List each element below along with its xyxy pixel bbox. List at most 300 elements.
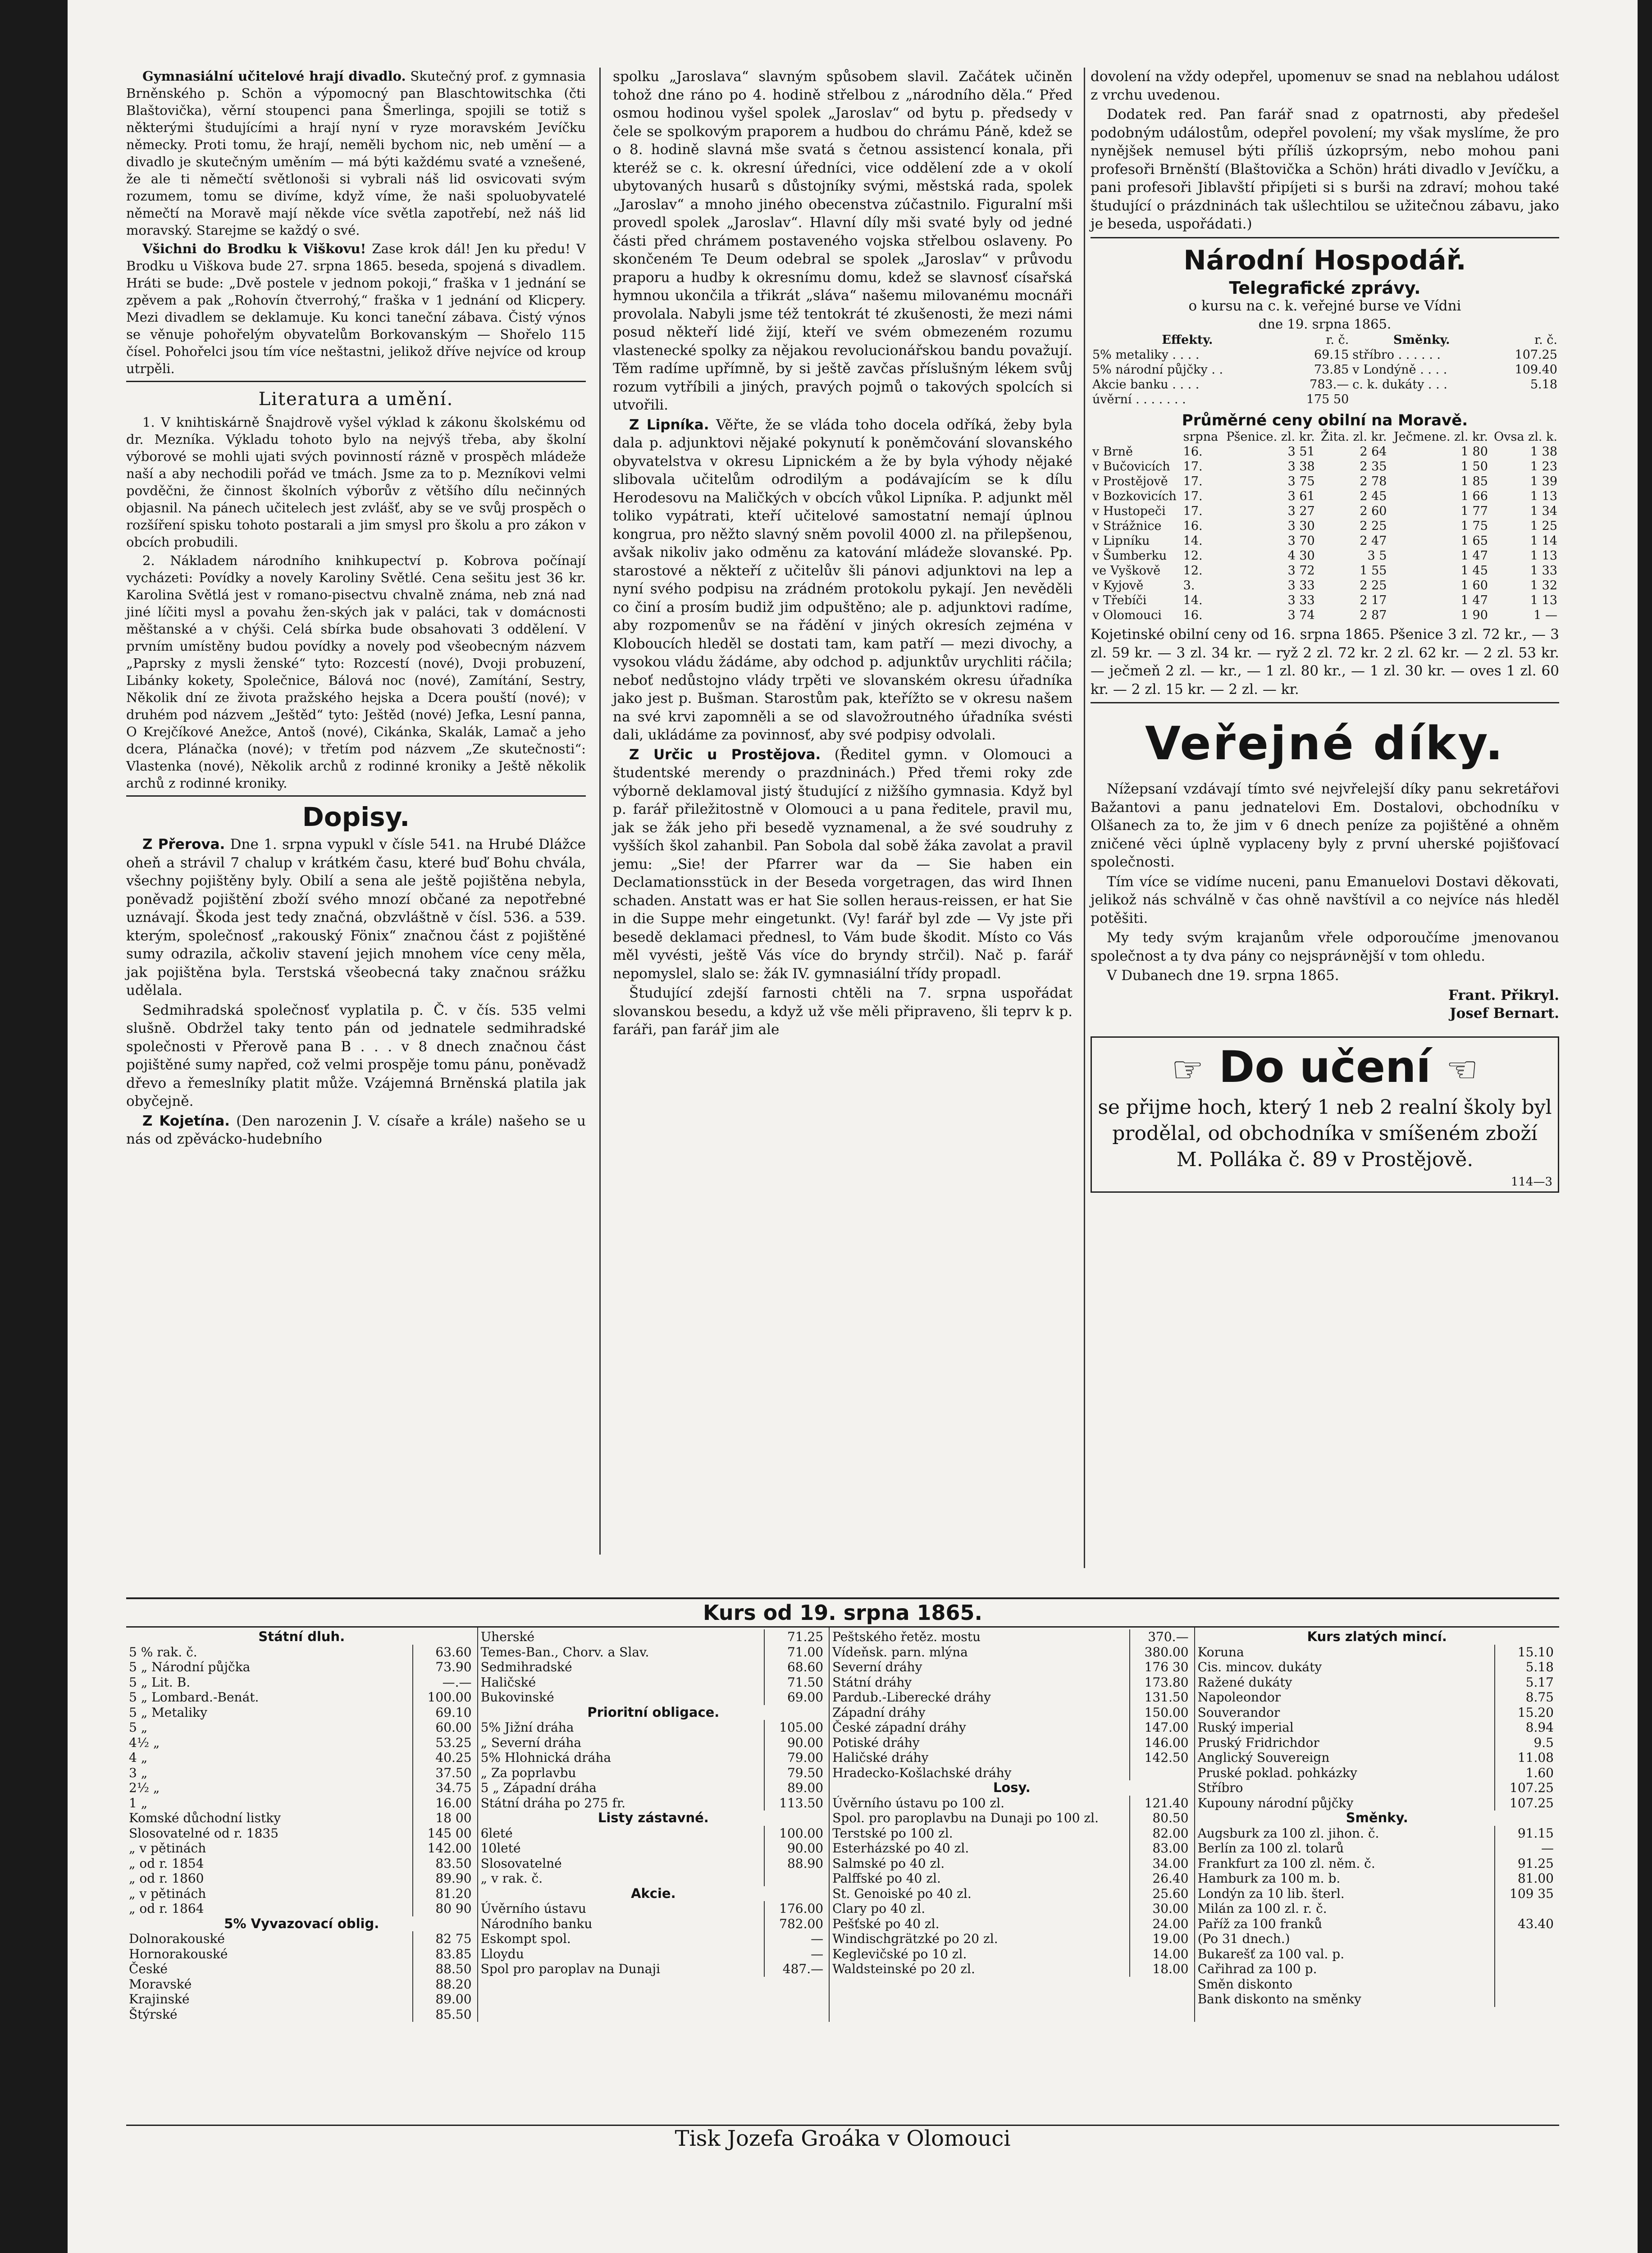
rate-name: Souverandor bbox=[1197, 1705, 1280, 1720]
rate-value: 370.— bbox=[1129, 1629, 1191, 1645]
rate-name: Pruské poklad. pohkázky bbox=[1197, 1765, 1357, 1780]
rate-row bbox=[832, 1765, 1191, 1781]
rate-value: 107.25 bbox=[1494, 1796, 1556, 1811]
rate-name: Slosovatelné od r. 1835 bbox=[129, 1825, 279, 1841]
rate-row bbox=[129, 1961, 475, 1977]
public-thanks-title: Veřejné díky. bbox=[1145, 717, 1505, 771]
rate-value: 14.00 bbox=[1129, 1947, 1191, 1962]
rate-row bbox=[481, 1780, 826, 1796]
table-header-row: srpna Pšenice. zl. kr. Žita. zl. kr. Ječmene. zl. kr. Ovsa zl. k. bbox=[1183, 430, 1557, 444]
rate-row bbox=[1198, 1645, 1556, 1660]
price-cell: 1 38 bbox=[1530, 445, 1557, 459]
rate-name: 5% Jižní dráha bbox=[480, 1720, 574, 1735]
table-row bbox=[1091, 519, 1559, 534]
rate-name: „ Za poprlavbu bbox=[480, 1765, 576, 1780]
literature-item-1: 1. V knihtiskárně Šnajdrově vyšel výklad k zákonu školskému od dr. Mezníka. Výkladu tohoto bylo na nejvýš třeba, aby školní výborové se mohli ujati svých povinností rázně v prospěch mládeže naší a aby nechodili pořád ve tmách. Jsme za to p. Mezníkovi velmi povděčni, že činnost školních výborův z většího dílu nečinných objasnil. Na pánech učitelech jest zvlášť, aby se ve svůj prospěch o rozšíření spisku tohoto postarali a jim smysl pro školu a pro zákon v obcích probudili. bbox=[126, 415, 586, 550]
price-cell: 17. bbox=[1183, 489, 1203, 503]
rate-name: Salmské po 40 zl. bbox=[832, 1856, 945, 1871]
section-title-literature: Literatura a umění. bbox=[258, 389, 454, 410]
letter-urcice: Z Určic u Prostějova. (Ředitel gymn. v Olomouci a študentské merendy o prazdninách.) Před třemi roky zde výborně deklamoval jistý študující z nižšího gymnasia. Když byl p. farář přiležitostně v Olomouci a u pana ředitele, pravil mu, jak se žák jeho při besedě vyznamenal, a že své soudruhy z vyšších škol zahanbil. Pan Sobola dal sobě žáka zavolat a pravil jemu: „Sie! der Pfarrer war da — Sie haben ein Declamationsstück in der Beseda vorgetragen, das wird Ihnen schaden. Anstatt was er hat Sie sollen heraus-reissen, er hat Sie in die Suppe mehr eingetunkt. (Vy! farář byl zde — Vy jste při besedě deklamaci přednesl, to Vám bude škodit. Místo co Vás měl vyvésti, ještě Vás více do bryndy strčil). Nač p. farář nepomyslel, slalo se: žák IV. gymnasiální třídy propadl. bbox=[613, 746, 1072, 982]
rate-row bbox=[832, 1720, 1191, 1735]
article-urcice-end: dovolení na vždy odepřel, upomenuv se snad na neblahou událost z vrchu uvedenou. bbox=[1091, 68, 1559, 103]
rate-name: Ražené dukáty bbox=[1197, 1674, 1292, 1690]
rate-value: 15.10 bbox=[1494, 1645, 1556, 1660]
rate-row bbox=[832, 1947, 1191, 1962]
rate-row bbox=[832, 1886, 1191, 1902]
rate-value: 1.60 bbox=[1494, 1765, 1556, 1781]
rate-value: 85.50 bbox=[412, 2007, 475, 2022]
rate-value: 53.25 bbox=[412, 1735, 475, 1751]
rate-name: Vídeňsk. parn. mlýna bbox=[832, 1644, 968, 1660]
article-brodek: Všichni do Brodku k Viškovu! Zase krok dál! Jen ku předu! V Brodku u Viškova bude 27. srpna 1865. beseda, spojená s divadlem. Hráti se bude: „Dvě postele v jednom pokoji,“ fraška v 1 jednání se zpěvem a pak „Rohovín čtverrohý,“ fraška v 1 jednání od Klicpery. Mezi divadlem se deklamuje. Ku konci taneční zábava. Čistý výnos se věnuje pohořelým obyvatelům Borkovanským — Shořelo 115 čísel. Pohořelci jsou tím více neštastni, jelikož dříve nejvíce od kroup utrpěli. bbox=[126, 241, 586, 376]
rate-row bbox=[129, 1735, 475, 1751]
letter-prerov: Z Přerova. Dne 1. srpna vypukl v čísle 541. na Hrubé Dlážce oheň a strávil 7 chalup v krátkém času, které buď Bohu chvála, všechny pojištěny byly. Obilí a sena ale ještě pojištěna nebyla, poněvadž pojištění zboží svého mnozí občané za nepotřebné uznávají. Škoda jest tedy značná, obzvláštně v čísl. 536. a 539. kterým, společnosť „rakouský Fönix“ značnou část z pojištěné sumy odrazila, ačkoliv stavení jejich mnohem více ceny měla, jak pojištěna byla. Terstská všeobecná taky značnou srážku udělala. bbox=[126, 836, 586, 999]
pointing-hand-right-icon: ☞ bbox=[1171, 1049, 1204, 1091]
thanks-paragraph: Tím více se vidíme nuceni, panu Emanuelovi Dostavi děkovati, jelikož nás schválně v čas ohně navštívil a co nejvíce nás hleděl potěšiti. bbox=[1091, 873, 1559, 926]
rate-row bbox=[1198, 1931, 1556, 1947]
rate-row bbox=[832, 1856, 1191, 1871]
rate-name: Esterházské po 40 zl. bbox=[832, 1841, 969, 1856]
rate-name: Národního banku bbox=[480, 1916, 593, 1931]
rate-name: 5% Hlohnická dráha bbox=[480, 1750, 612, 1765]
rate-row bbox=[1198, 1705, 1556, 1720]
rate-value: 80.50 bbox=[1129, 1811, 1191, 1826]
rate-row bbox=[481, 1871, 826, 1886]
rate-row bbox=[1198, 1916, 1556, 1932]
rate-row bbox=[129, 2007, 475, 2022]
rate-name: Směn diskonto bbox=[1197, 1976, 1293, 1992]
thanks-paragraph: Nížepsaní vzdávají tímto své nejvřelejší díky panu sekretářovi Bažantovi a panu jednatelovi Em. Dostalovi, obchodníku v Olšanech za to, že jim v 6 dnech peníze za pojištěné a ohněm zničené věci úplně vyplaceny byly z první uherské pojišťovací společnosti. bbox=[1091, 781, 1559, 870]
rate-value bbox=[1129, 1765, 1191, 1781]
rate-row bbox=[481, 1629, 826, 1645]
rate-row bbox=[1198, 1780, 1556, 1796]
rate-value: 69.00 bbox=[764, 1690, 826, 1705]
price-cell: 3 38 bbox=[1287, 460, 1315, 474]
rate-value: 145 00 bbox=[412, 1826, 475, 1841]
rate-name: Eskompt spol. bbox=[480, 1931, 571, 1946]
rate-value: 8.94 bbox=[1494, 1720, 1556, 1735]
divider bbox=[1091, 237, 1559, 238]
price-cell: 3 74 bbox=[1287, 608, 1315, 622]
rate-name: „ v pětinách bbox=[129, 1841, 206, 1856]
price-cell: 2 17 bbox=[1360, 593, 1387, 607]
price-cell: 1 33 bbox=[1530, 564, 1557, 578]
rate-value: 40.25 bbox=[412, 1750, 475, 1765]
rate-value: 105.00 bbox=[764, 1720, 826, 1735]
price-cell: 2 87 bbox=[1360, 608, 1387, 622]
rate-row bbox=[832, 1750, 1191, 1765]
price-cell: 14. bbox=[1183, 534, 1203, 548]
rate-name: Bukovinské bbox=[480, 1690, 554, 1705]
rate-row bbox=[832, 1660, 1191, 1675]
rate-name: Slosovatelné bbox=[480, 1856, 562, 1871]
price-cell: 1 75 bbox=[1460, 519, 1488, 533]
rate-name: Koruna bbox=[1197, 1644, 1244, 1660]
rate-row bbox=[481, 1750, 826, 1765]
price-cell: 1 13 bbox=[1530, 549, 1557, 563]
rate-row bbox=[1198, 1841, 1556, 1856]
rate-name: 2½ „ bbox=[129, 1780, 160, 1795]
rate-name: Hamburk za 100 m. b. bbox=[1197, 1871, 1341, 1886]
rate-name: Cařihrad za 100 p. bbox=[1197, 1961, 1317, 1976]
letter-kojetin: Z Kojetína. (Den narozenin J. V. císaře a krále) našeho se u nás od zpěvácko-hudebního bbox=[126, 1113, 586, 1147]
town-cell: v Třebíči bbox=[1092, 593, 1147, 607]
rate-value bbox=[1494, 1931, 1556, 1947]
price-cell: 3 27 bbox=[1287, 504, 1315, 518]
rate-value: 100.00 bbox=[764, 1826, 826, 1841]
town-cell: v Hustopeči bbox=[1092, 504, 1166, 518]
rate-value: 113.50 bbox=[764, 1796, 826, 1811]
rate-name: Hornorakouské bbox=[129, 1946, 228, 1961]
rate-name: St. Genoiské po 40 zl. bbox=[832, 1886, 972, 1901]
article-gymnasium: Gymnasiální učitelové hrají divadlo. Skutečný prof. z gymnasia Brněnského p. Schön a výpomocný pan Blaschtowitschka (čti Blaštovička), věrní stoupenci pana Šmerlinga, spojili se totiž s některými študujícími a hrají nyní v ryze moravském Jevíčku německy. Proti tomu, že hrají, neměli bychom nic, neb umění — a divadlo je skutečným uměním — má býti každému svaté a vznešené, že ale ti němečtí světlonoši si vybrali náš lid osvicovati svým rozumem, tomu se divíme, když víme, že naši spoluobyvatelé němečtí na Moravě mají někde více světla zapotřebí, než náš lid moravský. Starejme se každý o své. bbox=[126, 68, 586, 238]
rate-value: 15.20 bbox=[1494, 1705, 1556, 1720]
town-cell: v Kyjově bbox=[1092, 579, 1144, 593]
rate-row bbox=[832, 1826, 1191, 1841]
price-cell: 1 80 bbox=[1460, 445, 1488, 459]
rate-value: 83.00 bbox=[1129, 1841, 1191, 1856]
rate-row bbox=[832, 1811, 1191, 1826]
rate-row bbox=[1198, 1750, 1556, 1765]
rate-name: „ od r. 1854 bbox=[129, 1856, 204, 1871]
price-cell: 17. bbox=[1183, 474, 1203, 488]
rate-value: 60.00 bbox=[412, 1720, 475, 1735]
price-cell: 1 60 bbox=[1460, 579, 1488, 593]
rate-name: Peštského řetěz. mostu bbox=[832, 1629, 981, 1644]
rate-row bbox=[1198, 1947, 1556, 1962]
rate-row bbox=[129, 1675, 475, 1690]
price-cell: 1 90 bbox=[1460, 608, 1488, 622]
rate-value: 24.00 bbox=[1129, 1916, 1191, 1932]
rate-row bbox=[129, 1871, 475, 1886]
article-heading: Z Lipníka. bbox=[629, 416, 709, 433]
rate-name: Milán za 100 zl. r. č. bbox=[1197, 1901, 1327, 1916]
table-row bbox=[1091, 489, 1559, 504]
rate-name: Pardub.-Liberecké dráhy bbox=[832, 1690, 991, 1705]
town-cell: v Olomouci bbox=[1092, 608, 1162, 622]
price-cell: 2 25 bbox=[1360, 519, 1387, 533]
table-row bbox=[1091, 474, 1559, 489]
rate-name: Cis. mincov. dukáty bbox=[1197, 1660, 1322, 1674]
letter-prerov-2: Sedmihradská společnosť vyplatila p. Č. v čís. 535 velmi slušně. Obdržel taky tento pán od jednatele sedmihradské společnosti v Přerově pana B . . . v 8 dnech značnou část pojištěné sumy napřed, což velmi prospěje tomu pánu, poněvadž dřevo a řemeslníky platit může. Vzájemná Brněnská platila jak obyčejně. bbox=[126, 1002, 586, 1109]
rate-value: 150.00 bbox=[1129, 1705, 1191, 1720]
rate-value: 109 35 bbox=[1494, 1886, 1556, 1902]
thanks-place-date: V Dubanech dne 19. srpna 1865. bbox=[1107, 967, 1339, 984]
letter-urcice-2: Študující zdejší farnosti chtěli na 7. srpna uspořádat slovanskou besedu, a když už vše měli připraveno, šli teprv k p. faráři, pan farář jim ale bbox=[613, 985, 1072, 1038]
rate-value: 18.00 bbox=[1129, 1961, 1191, 1977]
price-cell: 1 47 bbox=[1460, 549, 1488, 563]
scan-right-border bbox=[1638, 0, 1652, 2253]
rate-name: (Po 31 dnech.) bbox=[1197, 1931, 1290, 1946]
price-cell: 2 47 bbox=[1360, 534, 1387, 548]
rate-value: 8.75 bbox=[1494, 1690, 1556, 1705]
rates-column-railways: Peštského řetěz. mostu 370.— Vídeňsk. parn. mlýna 380.00 Severní dráhy 176 30 Státní dráhy 173.80 Pardub.-Liberecké dráhy 131.50 Západní dráhy 150.00 České západní dráhy 147.00 Potiské dráhy 146.00 Haličské dráhy 142.50 Hradecko-Košlachské dráhy Losy. Úvěrního ústavu po 100 zl. 121.40 Spol. pro paroplavbu na Dunaji po 100 zl. 80.50 Terstské po 100 zl. 82.00 Esterházské po 40 zl. 83.00 Salmské po 40 zl. 34.00 Palffské po 40 zl. 26.40 St. Genoiské po 40 zl. 25.60 Clary po 40 zl. 30.00 Pešťské po 40 zl. 24.00 Windischgrätzké po 20 zl. 19.00 Keglevičské po 10 zl. 14.00 Waldsteinské po 20 zl. 18.00 bbox=[829, 1628, 1194, 2022]
rate-row bbox=[832, 1916, 1191, 1932]
price-cell: 1 13 bbox=[1530, 489, 1557, 503]
rate-row bbox=[832, 1871, 1191, 1886]
letter-lipnik: Z Lipníka. Věřte, že se vláda toho docela odříká, žeby byla dala p. adjunktovi nějaké pokynutí k poněmčování slovanského obyvatelstva v okresu Lipnickém a že by byla výhody nějaké slibovala učitelům odrodilým a podávajícím se k dílu Herodesovu na Maličkých v obcích vůkol Lipníka. P. adjunkt měl toliko vypátrati, kteří učitelové samostatní nemají úplnou kongrua, pro něžto slavný sněm povolil 4000 zl. na přilepšenou, avšak nikoliv jako odměnu za katování mládeže slovanské. Pp. starostové a někteří z učitelův šli pánovi adjunktovi na lep a nyní svého podpisu na zrádném protokolu pykají. Jen nevěděli co činí a prosím budiž jim odpuštěno; ale p. adjunktovi radíme, aby rozpomenův se na řádění v jiných okresích zejména v Kloboucích hleděl se dostati tam, kam patří — mezi divochy, a vysokou vládu žádáme, aby odchod p. adjunktův urychliti ráčila; neboť nedůstojno vlády trpěti ve slovanském okresu úřadníka jako jest p. Bušman. Starostům pak, kteřížto se v okresu našem na své krvi zapomněli a se od slavožroutného úřadníka svésti dali, ukládáme za povinnosť, aby své podpisy odvolali. bbox=[613, 416, 1072, 743]
rate-row bbox=[129, 1811, 475, 1826]
table-row: 5% národní půjčky . . 73.85 v Londýně . . . . 109.40 bbox=[1092, 362, 1557, 377]
telegraph-title: Telegrafické zprávy. bbox=[1229, 278, 1421, 298]
rate-name: „ v rak. č. bbox=[480, 1871, 543, 1886]
rate-name: Komské důchodní listky bbox=[129, 1811, 281, 1825]
rate-row bbox=[129, 1796, 475, 1811]
rate-row bbox=[1198, 1961, 1556, 1977]
rate-value: 89.00 bbox=[764, 1780, 826, 1796]
rate-row bbox=[1198, 1690, 1556, 1705]
price-cell: 17. bbox=[1183, 460, 1203, 474]
price-cell: 3 61 bbox=[1287, 489, 1315, 503]
rate-name: Londýn za 10 lib. šterl. bbox=[1197, 1886, 1345, 1901]
rate-value: 82.00 bbox=[1129, 1826, 1191, 1841]
rate-name: „ od r. 1860 bbox=[129, 1871, 204, 1886]
price-cell: 2 35 bbox=[1360, 460, 1387, 474]
rate-name: Palffské po 40 zl. bbox=[832, 1871, 941, 1886]
price-cell: 16. bbox=[1183, 519, 1203, 533]
rate-value: 176 30 bbox=[1129, 1660, 1191, 1675]
rate-value: 88.90 bbox=[764, 1856, 826, 1871]
rate-name: Bank diskonto na směnky bbox=[1197, 1992, 1361, 2007]
price-cell: 1 23 bbox=[1530, 460, 1557, 474]
table-row: 5% metaliky . . . . 69.15 stříbro . . . . . . 107.25 bbox=[1092, 347, 1557, 362]
price-cell: 1 47 bbox=[1460, 593, 1488, 607]
table-row bbox=[1091, 534, 1559, 548]
rate-value: 18 00 bbox=[412, 1811, 475, 1826]
rate-name: Temes-Ban., Chorv. a Slav. bbox=[480, 1644, 649, 1660]
rate-name: 10leté bbox=[480, 1841, 521, 1856]
rate-value: 79.00 bbox=[764, 1750, 826, 1765]
rate-name: Napoleondor bbox=[1197, 1690, 1281, 1705]
rate-name: Státní dráhy bbox=[832, 1674, 912, 1690]
rate-row bbox=[481, 1690, 826, 1705]
thanks-paragraph: My tedy svým krajanům vřele odporoučíme jmenovanou společnost a ty dva pány co nejspráνnější v tom ohledu. bbox=[1091, 930, 1559, 964]
table-row: úvěrní . . . . . . . 175 50 bbox=[1092, 392, 1349, 406]
rate-row bbox=[832, 1841, 1191, 1856]
rate-value: 147.00 bbox=[1129, 1720, 1191, 1735]
rate-row bbox=[832, 1931, 1191, 1947]
price-cell: 1 50 bbox=[1460, 460, 1488, 474]
price-cell: 3 72 bbox=[1287, 564, 1315, 578]
rate-name: Sedmihradské bbox=[480, 1660, 572, 1674]
rate-name: Paříž za 100 franků bbox=[1197, 1916, 1322, 1931]
town-cell: v Strážnice bbox=[1092, 519, 1162, 533]
rate-row bbox=[129, 1750, 475, 1765]
printer-imprint: Tisk Jozefa Groáka v Olomouci bbox=[126, 2125, 1559, 2151]
rate-value: 69.10 bbox=[412, 1705, 475, 1720]
table-row: Akcie banku . . . . 783.— c. k. dukáty . . . 5.18 bbox=[1092, 377, 1557, 392]
effects-table bbox=[1091, 333, 1559, 407]
rate-name: Anglický Souvereign bbox=[1197, 1750, 1330, 1765]
column-divider bbox=[1084, 68, 1085, 1568]
rate-value: 146.00 bbox=[1129, 1735, 1191, 1751]
rate-value: 80 90 bbox=[412, 1901, 475, 1916]
rate-value: 19.00 bbox=[1129, 1931, 1191, 1947]
rate-value: — bbox=[1494, 1841, 1556, 1856]
ad-text: se přijme hoch, který 1 neb 2 realní školy byl prodělal, od obchodníka v smíšeném zboží M. Polláka č. 89 v Prostějově. bbox=[1098, 1096, 1552, 1172]
rate-name: Krajinské bbox=[129, 1992, 190, 2007]
rate-value: 71.50 bbox=[764, 1675, 826, 1690]
price-cell: 2 78 bbox=[1360, 474, 1387, 488]
rate-row bbox=[481, 1856, 826, 1871]
signature: Frant. Přikryl. bbox=[1448, 987, 1559, 1003]
price-cell: 2 60 bbox=[1360, 504, 1387, 518]
rate-name: Frankfurt za 100 zl. něm. č. bbox=[1197, 1856, 1375, 1871]
town-cell: ve Vyškově bbox=[1092, 564, 1161, 578]
rate-row bbox=[1198, 1720, 1556, 1735]
rate-row bbox=[481, 1735, 826, 1751]
rate-name: 4 „ bbox=[129, 1750, 148, 1765]
price-cell: 3. bbox=[1183, 579, 1195, 593]
rate-name: Potiské dráhy bbox=[832, 1735, 920, 1750]
price-cell: 3 5 bbox=[1367, 549, 1387, 563]
price-cell: 1 66 bbox=[1460, 489, 1488, 503]
rate-value: 71.25 bbox=[764, 1629, 826, 1645]
exchange-rates bbox=[126, 1597, 1559, 2022]
article-heading: Všichni do Brodku k Viškovu! bbox=[142, 241, 366, 256]
rate-row bbox=[481, 1931, 826, 1947]
rate-value bbox=[1494, 1992, 1556, 2007]
rate-row bbox=[129, 1931, 475, 1947]
rate-row bbox=[129, 1765, 475, 1781]
rate-value: 89.90 bbox=[412, 1871, 475, 1886]
rate-row bbox=[481, 1765, 826, 1781]
table-row bbox=[1091, 504, 1559, 519]
rate-name: Spol. pro paroplavbu na Dunaji po 100 zl. bbox=[832, 1811, 1099, 1825]
rate-name: Moravské bbox=[129, 1976, 192, 1992]
rate-row bbox=[129, 1992, 475, 2007]
table-row bbox=[1091, 459, 1559, 474]
rate-name: Spol pro paroplav na Dunaji bbox=[480, 1961, 661, 1976]
rate-value: 37.50 bbox=[412, 1765, 475, 1781]
rates-column-obligations: Uherské 71.25 Temes-Ban., Chorv. a Slav. 71.00 Sedmihradské 68.60 Haličské 71.50 Bukovinské 69.00 Prioritní obligace. 5% Jižní dráha 105.00 „ Severní dráha 90.00 5% Hlohnická dráha 79.00 „ Za poprlavbu 79.50 5 „ Západní dráha 89.00 Státní dráha po 275 fr. 113.50 Listy zástavné. 6leté 100.00 10leté 90.00 Slosovatelné 88.90 „ v rak. č. Akcie. Úvěrního ústavu 176.00 Národního banku 782.00 Eskompt spol. — Lloydu — Spol pro paroplav na Dunaji 487.— bbox=[477, 1628, 829, 2022]
exchange-columns bbox=[126, 1628, 1559, 2022]
rate-row bbox=[1198, 1660, 1556, 1675]
rate-value: 83.85 bbox=[412, 1947, 475, 1962]
rate-value: 9.5 bbox=[1494, 1735, 1556, 1751]
rate-row bbox=[129, 1841, 475, 1856]
divider bbox=[126, 381, 586, 382]
rate-row bbox=[481, 1660, 826, 1675]
rate-row bbox=[129, 1826, 475, 1841]
price-cell: 1 65 bbox=[1460, 534, 1488, 548]
table-row bbox=[1091, 563, 1559, 578]
table-header-row: Effekty. r. č. Směnky. r. č. bbox=[1162, 333, 1557, 347]
rate-name: 5 „ Západní dráha bbox=[480, 1780, 597, 1795]
rate-value: 90.00 bbox=[764, 1841, 826, 1856]
rate-name: „ v pětinách bbox=[129, 1886, 206, 1901]
rate-name: „ od r. 1864 bbox=[129, 1901, 204, 1916]
rate-row bbox=[481, 1796, 826, 1811]
rate-name: Úvěrního ústavu po 100 zl. bbox=[832, 1795, 1005, 1811]
price-cell: 14. bbox=[1183, 593, 1203, 607]
editor-note: Dodatek red. Pan farář snad z opatrnosti, aby předešel podobným událostům, odepřel povolení; my však myslíme, že pro nynějšek nemusel býti příliš úzkoprsým, nebo mohou pani profesoři Brněnští (Blaštovička a Schön) hráti divadlo v Jevíčku, a pani profesoři Jiblavští připíjeti si s burši na zdraví; mohou také študující o prázdninách tak ušlechtilou se užitečnou zábavu, jako je beseda, uspořádati.) bbox=[1091, 106, 1559, 232]
rate-row bbox=[129, 1690, 475, 1705]
rate-name: Windischgrätzké po 20 zl. bbox=[832, 1931, 998, 1946]
rates-column-state-debt: Státní dluh. 5 % rak. č. 63.60 5 „ Národní půjčka 73.90 5 „ Lit. B. —.— 5 „ Lombard.-Benát. 100.00 5 „ Metaliky 69.10 5 „ 60.00 4½ „ 53.25 4 „ 40.25 3 „ 37.50 2½ „ 34.75 1 „ 16.00 Komské důchodní listky 18 00 Slosovatelné od r. 1835 145 00 „ v pětinách 142.00 „ od r. 1854 83.50 „ od r. 1860 89.90 „ v pětinách 81.20 „ od r. 1864 80 90 5% Vyvazovací oblig. Dolnorakouské 82 75 Hornorakouské 83.85 České 88.50 Moravské 88.20 Krajinské 89.00 Štýrské 85.50 bbox=[126, 1628, 477, 2022]
rate-name: Úvěrního ústavu bbox=[480, 1901, 586, 1916]
rate-value: 16.00 bbox=[412, 1796, 475, 1811]
pointing-hand-left-icon: ☜ bbox=[1446, 1049, 1479, 1091]
literature-item-2: 2. Nákladem národního knihkupectví p. Kobrova počínají vycházeti: Povídky a novely Karoliny Světlé. Cena sešitu jest 36 kr. Karolina Světlá jest v romano-pisectvu chvalně známa, neb zná nad jiné líčiti mysl a povahu žen-ských jak v paláci, tak v domácnosti měštanské a v chýši. Celá sbírka bude obsahovati 3 oddělení. V prvním umístěny budou povídky a novely pod všeobecným názvem „Paprsky z mysli ženské“ tyto: Rozcestí (nové), Dvoji probuzení, Libánky kokety, Společnice, Bálová noc (nové), Zamítání, Sestry, Několik dní ze života pražského hejska a Dcera pouští (nové); v druhém pod názvem „Ještěd“ tyto: Ještěd (nové) Jefka, Lesní panna, O Krejčíkové Anežce, Antoš (nové), Cikánka, Skalák, Lamač a jeho dcera, Plánačka (nové); v třetím pod názvem „Ze skutečnosti“: Vlastenka (nové), Několik archů z rodinné kroniky a Ještě několik archů z rodinné kroniky. bbox=[126, 553, 586, 791]
kojetin-prices: Kojetinské obilní ceny od 16. srpna 1865. Pšenice 3 zl. 72 kr., — 3 zl. 59 kr. — 3 zl. 34 kr. — ryž 2 zl. 72 kr. 2 zl. 62 kr. — 2 zl. 53 kr. — ječmeň 2 zl. — kr., — 1 zl. 80 kr., — 1 zl. 30 kr. — oves 1 zl. 60 kr. — 2 zl. 15 kr. — 2 zl. — kr. bbox=[1091, 626, 1559, 698]
rate-value: 79.50 bbox=[764, 1765, 826, 1781]
rate-row bbox=[1198, 1765, 1556, 1781]
rate-row bbox=[832, 1961, 1191, 1977]
rate-row bbox=[129, 1660, 475, 1675]
rate-row bbox=[481, 1961, 826, 1977]
rate-value: 173.80 bbox=[1129, 1675, 1191, 1690]
rate-row bbox=[481, 1645, 826, 1660]
price-cell: 12. bbox=[1183, 564, 1203, 578]
rate-value: 68.60 bbox=[764, 1660, 826, 1675]
price-cell: 2 45 bbox=[1360, 489, 1387, 503]
price-cell: 1 77 bbox=[1460, 504, 1488, 518]
rate-value: 100.00 bbox=[412, 1690, 475, 1705]
rate-row bbox=[1198, 1735, 1556, 1751]
divider bbox=[126, 795, 586, 797]
rate-name: Severní dráhy bbox=[832, 1660, 922, 1674]
rate-value: 380.00 bbox=[1129, 1645, 1191, 1660]
rate-row bbox=[832, 1901, 1191, 1916]
rate-row bbox=[1198, 1826, 1556, 1841]
rate-row bbox=[832, 1645, 1191, 1660]
rate-row bbox=[1198, 1886, 1556, 1902]
article-kojetin-cont: spolku „Jaroslava“ slavným spůsobem slavil. Začátek učiněn tohož dne ráno po 4. hodině střelbou z „národního děla.“ Před osmou hodinou vyšel spolek „Jaroslav“ od bytu p. předsedy v čele se spolkovým praporem a hudbou do chrámu Páně, kdež se o 8. hodině slavná mše svatá s četnou assistencí konala, při kteréž se c. k. okresní úředníci, vice oddělení zde a v okolí ubytovaných husarů s důstojníky svými, městská rada, spolek „Jaroslav“ a mnoho jiného obecenstva zúčastnilo. Figuralní mši provedl spolek „Jaroslav“. Hlavní díly mši svaté byly od jedné části před chrámem postaveného vojska střelbou oslaveny. Po skončeném Te Deum odebral se spolek „Jaroslav“ v průvodu praporu a hudby k okresnímu domu, kdež se slavnosť císařská hymnou ukončila a třikrát „sláva“ našemu milovanému mocnáři provolala. Nabyli jsme též tentokrát té zkušenosti, že mezi námi posud někteří lidé žijí, kteří ve svém obmezeném rozumu vlastenecké spolky za nějakou revolucionářskou bandu považují. Těm radíme upřímně, by si ještě zavčas příslušným lékem svůj rozum vytříbili a jiných, pravých pojmů o takových spolcích si utvořili. bbox=[613, 68, 1072, 413]
rate-row bbox=[1198, 1856, 1556, 1871]
price-cell: 1 14 bbox=[1530, 534, 1557, 548]
rate-value: 71.00 bbox=[764, 1645, 826, 1660]
section-title-economy: Národní Hospodář. bbox=[1183, 244, 1466, 276]
town-cell: v Brně bbox=[1092, 445, 1133, 459]
price-cell: 1 34 bbox=[1530, 504, 1557, 518]
rate-name: Lloydu bbox=[480, 1946, 524, 1961]
rate-value: 82 75 bbox=[412, 1931, 475, 1947]
town-cell: v Bozkovicích bbox=[1092, 489, 1177, 503]
rate-value: 5.17 bbox=[1494, 1675, 1556, 1690]
rate-name: 3 „ bbox=[129, 1765, 148, 1780]
town-cell: v Prostějově bbox=[1092, 474, 1168, 488]
rate-name: Kupouny národní půjčky bbox=[1197, 1795, 1354, 1811]
rate-name: Pruský Fridrichdor bbox=[1197, 1735, 1319, 1750]
rate-row bbox=[481, 1841, 826, 1856]
rate-value: 121.40 bbox=[1129, 1796, 1191, 1811]
rate-value: 176.00 bbox=[764, 1901, 826, 1916]
rate-name: Bukarešť za 100 val. p. bbox=[1197, 1946, 1345, 1961]
price-cell: 17. bbox=[1183, 504, 1203, 518]
price-cell: 3 30 bbox=[1287, 519, 1315, 533]
rate-name: 1 „ bbox=[129, 1795, 148, 1811]
telegraph-subtitle: o kursu na c. k. veřejné burse ve Vídni bbox=[1188, 298, 1461, 314]
price-cell: 1 85 bbox=[1460, 474, 1488, 488]
rate-value: 81.20 bbox=[412, 1886, 475, 1902]
rate-name: 5 „ bbox=[129, 1720, 148, 1735]
town-cell: v Lipníku bbox=[1092, 534, 1150, 548]
exchange-rates-title: Kurs od 19. srpna 1865. bbox=[126, 1597, 1559, 1628]
rate-value: 73.90 bbox=[412, 1660, 475, 1675]
rate-row bbox=[1198, 1796, 1556, 1811]
rate-value: 142.50 bbox=[1129, 1750, 1191, 1765]
table-row bbox=[1091, 548, 1559, 563]
rate-value: 11.08 bbox=[1494, 1750, 1556, 1765]
section-title-letters: Dopisy. bbox=[302, 802, 410, 832]
price-cell: 2 25 bbox=[1360, 579, 1387, 593]
rate-value: 63.60 bbox=[412, 1645, 475, 1660]
rate-row bbox=[481, 1826, 826, 1841]
price-cell: 1 — bbox=[1533, 608, 1557, 622]
rate-name: 5 „ Národní půjčka bbox=[129, 1660, 251, 1674]
rate-value: 83.50 bbox=[412, 1856, 475, 1871]
